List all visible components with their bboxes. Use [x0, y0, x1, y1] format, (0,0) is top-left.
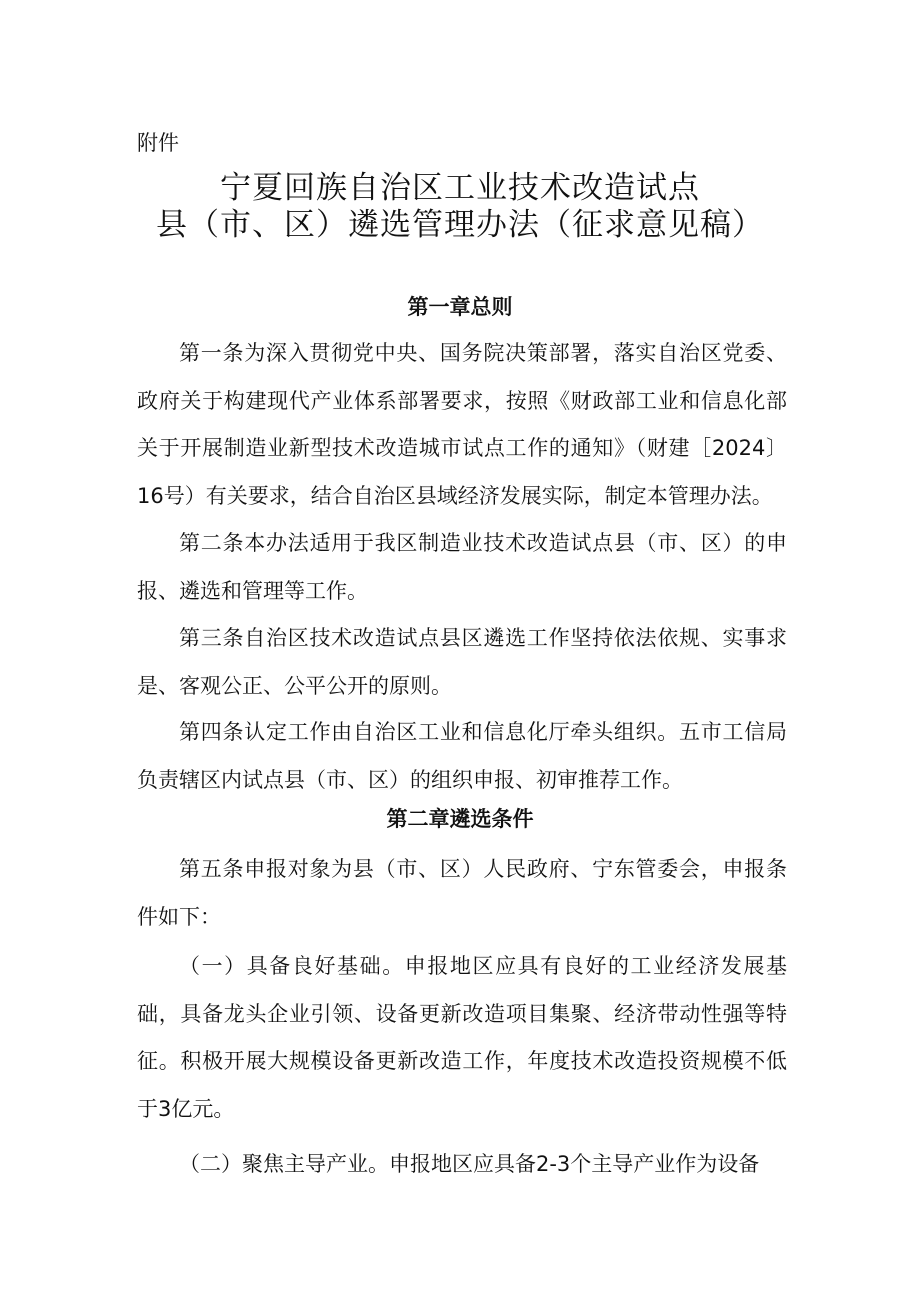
chapter-heading-1: 第一章总则: [407, 295, 513, 319]
article-5: 第五条申报对象为县（市、区）人民政府、宁东管委会，申报条件如下：: [137, 857, 787, 929]
article-1: 第一条为深入贯彻党中央、国务院决策部署，落实自治区党委、政府关于构建现代产业体系部署要求，按照《财政部工业和信息化部关于开展制造业新型技术改造城市试点工作的通知》（财建［2024〕16号）有关要求，结合自治区县域经济发展实际，制定本管理办法。: [137, 341, 787, 508]
article-5-item-2: （二）聚焦主导产业。申报地区应具备2-3个主导产业作为设备: [179, 1152, 760, 1176]
article-3: 第三条自治区技术改造试点县区遴选工作坚持依法依规、实事求是、客观公正、公平公开的原则。: [137, 626, 787, 698]
document-title-line-1: 宁夏回族自治区工业技术改造试点: [220, 170, 700, 206]
article-4: 第四条认定工作由自治区工业和信息化厅牵头组织。五市工信局负责辖区内试点县（市、区）的组织申报、初审推荐工作。: [137, 720, 787, 792]
document-title-line-2: 县（市、区）遴选管理办法（征求意见稿）: [156, 207, 764, 243]
chapter-heading-2: 第二章遴选条件: [386, 807, 534, 831]
article-5-item-1: （一）具备良好基础。申报地区应具有良好的工业经济发展基础，具备龙头企业引领、设备更新改造项目集聚、经济带动性强等特征。积极开展大规模设备更新改造工作，年度技术改造投资规模不低于3亿元。: [137, 954, 787, 1121]
attachment-label: 附件: [137, 131, 179, 155]
article-2: 第二条本办法适用于我区制造业技术改造试点县（市、区）的申报、遴选和管理等工作。: [137, 531, 787, 603]
